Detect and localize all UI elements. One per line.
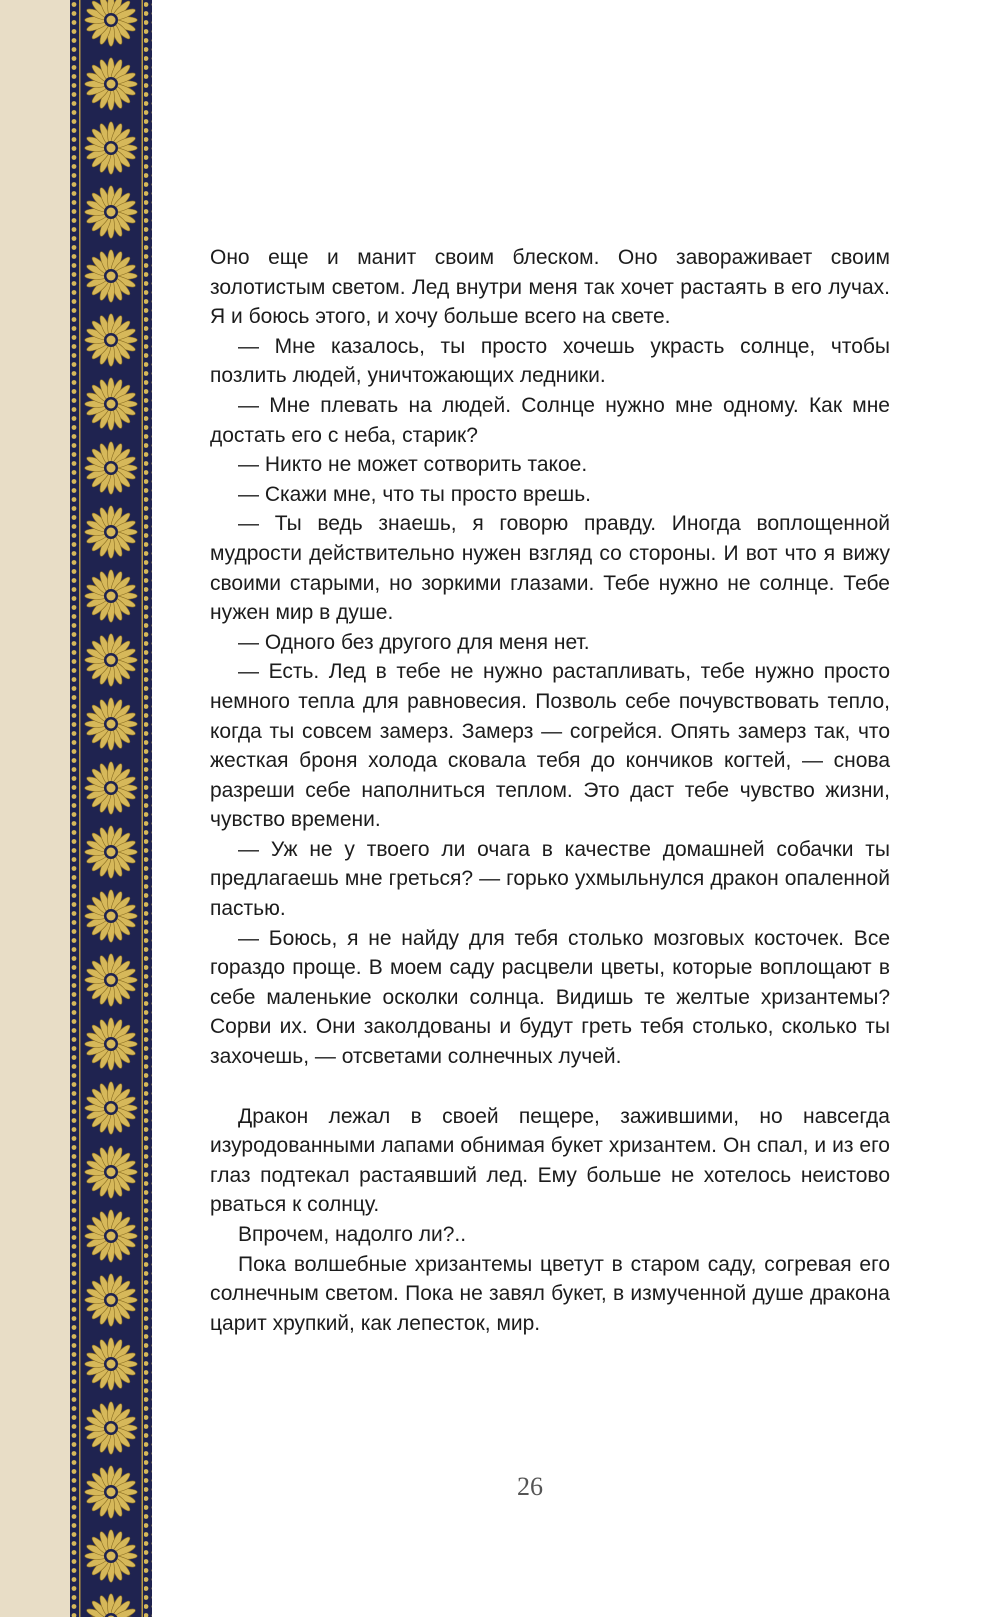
chrysanthemum-icon (85, 954, 138, 1007)
chrysanthemum-icon (85, 378, 138, 431)
chrysanthemum-icon (85, 1466, 138, 1519)
story-text (210, 243, 890, 1338)
paragraph: Пока волшебные хризантемы цветут в старом саду, согревая его солнечным светом. Пока не завял букет, в измученной душе дракона царит хрупкий, как лепесток, мир. (210, 1252, 890, 1335)
chrysanthemum-icon (85, 1210, 138, 1263)
chrysanthemum-icon (85, 1082, 138, 1135)
chrysanthemum-icon (85, 890, 138, 943)
chrysanthemum-icon (85, 122, 138, 175)
dialogue-line: — Мне казалось, ты просто хочешь украсть солнце, чтобы позлить людей, уничтожающих ледники. (210, 334, 890, 388)
chrysanthemum-icon (85, 314, 138, 367)
dialogue-line: — Скажи мне, что ты просто врешь. (238, 482, 591, 506)
dialogue-line: — Есть. Лед в тебе не нужно растапливать, тебе нужно просто немного тепла для равновесия. Позволь себе почувствовать тепло, когда ты совсем замерз. Замерз — согрейся. Опять замерз так, что жесткая броня холода сковала тебя до кончиков когтей, — снова разреши себе наполниться теплом. Это даст тебе чувство жизни, чувство времени. (210, 660, 890, 832)
chrysanthemum-icon (85, 1530, 138, 1583)
dialogue-line: — Ты ведь знаешь, я говорю правду. Иногда воплощенной мудрости действительно нужен взгляд со стороны. И вот что я вижу своими старыми, но зоркими глазами. Тебе нужно не солнце. Тебе нужен мир в душе. (210, 512, 890, 625)
chrysanthemum-icon (85, 1338, 138, 1391)
chrysanthemum-ornament-border (70, 0, 152, 1617)
chrysanthemum-icon (85, 1146, 138, 1199)
chrysanthemum-icon (85, 58, 138, 111)
paragraph: Дракон лежал в своей пещере, зажившими, но навсегда изуродованными лапами обнимая букет хризантем. Он спал, и из его глаз подтекал растаявший лед. Ему больше не хотелось неистово рваться к солнцу. (210, 1104, 890, 1217)
chrysanthemum-icon (85, 1274, 138, 1327)
chrysanthemum-icon (85, 826, 138, 879)
chrysanthemum-icon (70, 0, 152, 1617)
dialogue-line: — Боюсь, я не найду для тебя столько мозговых косточек. Все гораздо проще. В моем саду расцвели цветы, которые воплощают в себе маленькие осколки солнца. Видишь те желтые хризантемы? Сорви их. Они заколдованы и будут греть тебя столько, сколько ты захочешь, — отсветами солнечных лучей. (210, 926, 890, 1069)
page-number: 26 (517, 1472, 543, 1501)
paragraph: Впрочем, надолго ли?.. (238, 1223, 467, 1246)
chrysanthemum-icon (85, 186, 138, 239)
chrysanthemum-icon (85, 506, 138, 559)
chrysanthemum-icon (85, 698, 138, 751)
chrysanthemum-icon (85, 570, 138, 623)
chrysanthemum-icon (85, 442, 138, 495)
chrysanthemum-icon (85, 250, 138, 303)
paragraph: Оно еще и манит своим блеском. Оно завораживает своим золотистым светом. Лед внутри меня так хочет растаять в его лучах. Я и боюсь этого, и хочу больше всего на свете. (210, 246, 890, 329)
dialogue-line: — Мне плевать на людей. Солнце нужно мне одному. Как мне достать его с неба, старик? (210, 393, 890, 447)
chrysanthemum-icon (85, 634, 138, 687)
chrysanthemum-icon (85, 762, 138, 815)
dialogue-line: — Одного без другого для меня нет. (238, 630, 590, 654)
chrysanthemum-icon (85, 1402, 138, 1455)
dialogue-line: — Уж не у твоего ли очага в качестве домашней собачки ты предлагаешь мне греться? — горько ухмыльнулся дракон опаленной пастью. (210, 837, 890, 921)
chrysanthemum-icon (85, 1018, 138, 1071)
paper-margin (0, 0, 70, 1617)
dialogue-line: — Никто не может сотворить такое. (238, 453, 588, 477)
